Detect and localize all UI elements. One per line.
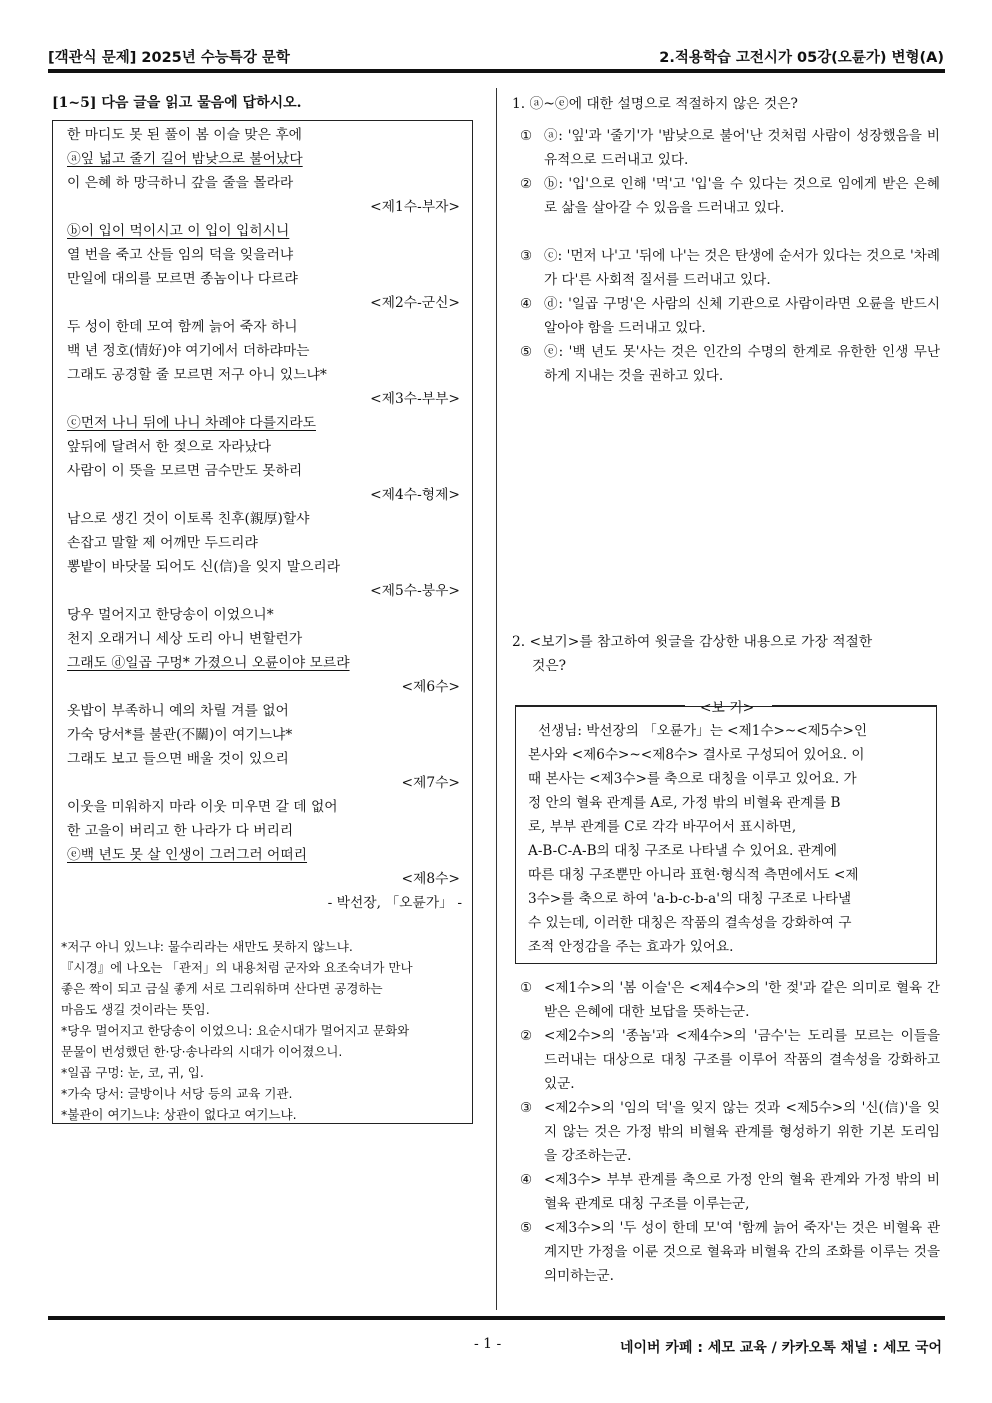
passage-line: 그래도 보고 들으면 배울 것이 있으리 [67,751,289,767]
passage-line: 천지 오래거니 세상 도리 아니 변할런가 [67,631,303,647]
passage-line: 만일에 대의를 모르면 종놈이나 다르랴 [67,271,298,287]
footer-contact: 네이버 카페 : 세모 교육 / 카카오톡 채널 : 세모 국어 [619,1340,942,1356]
bogi-line: 본사와 <제6수>~<제8수> 결사로 구성되어 있어요. 이 [528,747,865,763]
option-text: <제2수>의 '임의 덕'을 잊지 않는 것과 <제5수>의 '신(信)'을 잊지 않는 것은 가정 밖의 비혈육 관계를 형성하기 위한 기본 도리임을 강조하는군. [544,1100,940,1164]
passage-line: 앞뒤에 달려서 한 젖으로 자라났다 [67,439,272,455]
passage-line: 가숙 당서*를 불관(不關)이 여기느냐* [67,727,293,743]
passage-box [52,120,473,1124]
footnote: *가숙 당서: 글방이나 서당 등의 교육 기관. [61,1086,293,1101]
bogi-box [515,706,937,964]
stanza-tag: <제6수> [401,679,460,695]
option-text: ⓓ: '일곱 구멍'은 사람의 신체 기관으로 사람이라면 오륜을 반드시 알아야 함을 드러내고 있다. [544,296,940,336]
stanza-tag: <제2수-군신> [370,295,460,311]
footer-rule [48,1316,945,1320]
option-text: <제2수>의 '종놈'과 <제4수>의 '금수'는 도리를 모르는 이들을 드러내는 대상으로 대칭 구조를 이루어 작품의 결속성을 강화하고 있군. [544,1028,940,1092]
option-text: <제1수>의 '봄 이슬'은 <제4수>의 '한 젖'과 같은 의미로 혈육 간 받은 은혜에 대한 보답을 뜻하는군. [544,980,940,1020]
option-text: ⓐ: '잎'과 '줄기'가 '밤낮으로 불어'난 것처럼 사람이 성장했음을 비유적으로 드러내고 있다. [544,128,940,168]
passage-line-underlined-a: ⓐ잎 넓고 줄기 길어 밤낮으로 불어났다 [67,151,303,167]
passage-line-underlined-e: ⓔ백 년도 못 살 인생이 그러그러 어떠리 [67,847,308,863]
page-number: - 1 - [474,1336,502,1352]
stanza-tag: <제5수-붕우> [370,583,460,599]
passage-line: 당우 멀어지고 한당송이 이었으니* [67,607,274,623]
passage-line-underlined-d: 그래도 ⓓ일곱 구멍* 가졌으니 오륜이야 모르랴 [67,655,350,671]
passage-line: 두 성이 한데 모여 함께 늙어 죽자 하니 [67,319,298,335]
option-number: ① [520,980,533,996]
passage-line: 한 고을이 버리고 한 나라가 다 버리리 [67,823,294,839]
passage-line: 사람이 이 뜻을 모르면 금수만도 못하리 [67,463,303,479]
option-number: ③ [520,248,533,264]
bogi-line: 수 있는데, 이러한 대칭은 작품의 결속성을 강화하여 구 [528,915,852,931]
stanza-tag: <제8수> [401,871,460,887]
header-left: [객관식 문제] 2025년 수능특강 문학 [48,50,290,66]
stanza-tag: <제4수-형제> [370,487,460,503]
option-number: ③ [520,1100,533,1116]
option-number: ① [520,128,533,144]
passage-line: 이 은혜 하 망극하니 갚을 줄을 몰라라 [67,175,294,191]
stanza-tag: <제3수-부부> [370,391,460,407]
passage-line-underlined-c: ⓒ먼저 나니 뒤에 나니 차례야 다를지라도 [67,415,316,431]
option-text: ⓔ: '백 년도 못'사는 것은 인간의 수명의 한계로 유한한 인생 무난하게 지내는 것을 권하고 있다. [544,344,940,384]
option-number: ② [520,1028,533,1044]
bogi-line: A-B-C-A-B의 대칭 구조로 나타낼 수 있어요. 관계에 [528,843,837,859]
bogi-line: 조적 안정감을 주는 효과가 있어요. [528,939,734,955]
option-text: <제3수> 부부 관계를 축으로 가정 안의 혈육 관계와 가정 밖의 비혈육 관계로 대칭 구조를 이루는군, [544,1172,940,1212]
bogi-line: 정 안의 혈육 관계를 A로, 가정 밖의 비혈육 관계를 B [528,795,841,811]
page-header [48,42,944,68]
footnote: *저구 아니 있느냐: 물수리라는 새만도 못하지 않느냐. [61,939,353,954]
passage-line: 손잡고 말할 제 어깨만 두드리랴 [67,535,258,551]
bogi-line: 따른 대칭 구조뿐만 아니라 표현·형식적 측면에서도 <제 [528,867,859,883]
bogi-line: 때 본사는 <제3수>를 축으로 대칭을 이루고 있어요. 가 [528,771,857,787]
footnote: 『시경』에 나오는 「관저」의 내용처럼 군자와 요조숙녀가 만나 [61,960,413,975]
option-number: ⑤ [520,344,533,360]
column-divider [496,88,497,1310]
footnote: 마음도 생길 것이라는 뜻임. [61,1002,210,1017]
option-number: ② [520,176,533,192]
passage-line: 한 마디도 못 된 풀이 봄 이슬 맞은 후에 [67,127,303,143]
passage-line: 이웃을 미워하지 마라 이웃 미우면 갈 데 없어 [67,799,338,815]
passage-line: 뽕밭이 바닷물 되어도 신(信)을 잊지 말으리라 [67,559,341,575]
passage-line-underlined-b: ⓑ이 입이 먹이시고 이 입이 입히시니 [67,223,290,239]
bogi-line: 3수>를 축으로 하여 'a-b-c-b-a'의 대칭 구조로 나타낼 [528,891,852,907]
bogi-line: 선생님: 박선장의 「오륜가」는 <제1수>~<제5수>인 [538,723,868,739]
footnote: 문물이 번성했던 한·당·송나라의 시대가 이어졌으니. [61,1044,343,1059]
passage-line: 옷밥이 부족하니 예의 차릴 겨를 없어 [67,703,289,719]
question-2-stem: 2. <보기>를 참고하여 윗글을 감상한 내용으로 가장 적절한 [512,634,873,650]
header-right: 2.적용학습 고전시가 05강(오륜가) 변형(A) [659,50,944,66]
bogi-line: 로, 부부 관계를 C로 각각 바꾸어서 표시하면, [528,819,797,835]
option-number: ⑤ [520,1220,533,1236]
question-1-stem: 1. ⓐ~ⓔ에 대한 설명으로 적절하지 않은 것은? [512,96,798,112]
footnote: 좋은 짝이 되고 금실 좋게 서로 그리워하며 산다면 공경하는 [61,981,383,996]
question-2-stem-cont: 것은? [532,658,567,674]
passage-line: 남으로 생긴 것이 이토록 친후(親厚)할샤 [67,511,310,527]
instruction: [1~5] 다음 글을 읽고 물음에 답하시오. [52,95,302,111]
stanza-tag: <제1수-부자> [370,199,460,215]
option-text: <제3수>의 '두 성이 한데 모'여 '함께 늙어 죽자'는 것은 비혈육 관계지만 가정을 이룬 것으로 혈육과 비혈육 간의 조화를 이루는 것을 의미하는군. [544,1220,940,1284]
option-number: ④ [520,1172,533,1188]
footnote: *당우 멀어지고 한당송이 이었으니: 요순시대가 멀어지고 문화와 [61,1023,410,1038]
option-text: ⓑ: '입'으로 인해 '먹'고 '입'을 수 있다는 것으로 임에게 받은 은혜로 삶을 살아갈 수 있음을 드러내고 있다. [544,176,940,216]
option-number: ④ [520,296,533,312]
option-text: ⓒ: '먼저 나'고 '뒤에 나'는 것은 탄생에 순서가 있다는 것으로 '차례가 다'른 사회적 질서를 드러내고 있다. [544,248,940,288]
passage-source: - 박선장, 「오륜가」 - [327,895,462,911]
passage-line: 열 번을 죽고 산들 임의 덕을 잊을러냐 [67,247,294,263]
bogi-title: <보 기> [694,696,760,716]
footnote: *불관이 여기느냐: 상관이 없다고 여기느냐. [61,1107,297,1122]
passage-line: 백 년 정호(情好)야 여기에서 더하랴마는 [67,343,310,359]
passage-line: 그래도 공경할 줄 모르면 저구 아니 있느냐* [67,367,327,383]
footnote: *일곱 구멍: 눈, 코, 귀, 입. [61,1065,204,1080]
stanza-tag: <제7수> [401,775,460,791]
header-rule [48,69,945,73]
